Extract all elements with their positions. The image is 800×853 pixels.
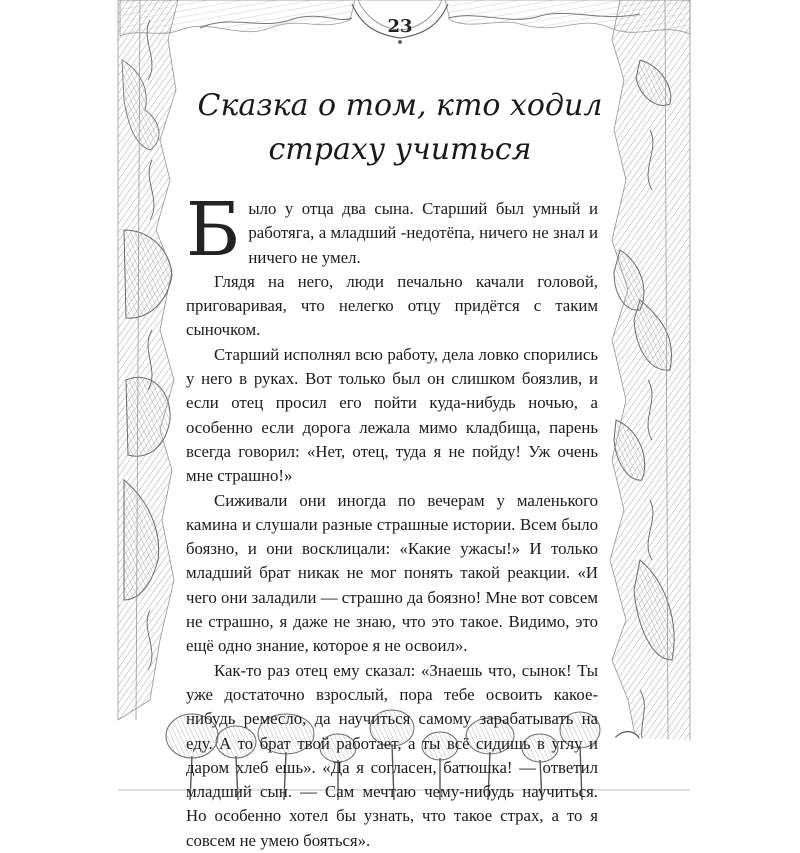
story-title xyxy=(180,84,620,172)
left-foliage-icon xyxy=(118,0,178,720)
paragraph-5: Как-то раз отец ему сказал: «Знаешь что, сынок! Ты уже достаточно взрослый, пора тебе освоить какое-нибудь ремесло, да научиться самому зарабатывать на еду. А то брат твой работает, а ты всё сидишь в углу и даром хлеб ешь». «Да я согласен, батюшка! — ответил младший сын. — Сам мечтаю чему-нибудь научиться. Но особенно хотел бы узнать, что такое страх, а то я совсем не умею бояться». xyxy=(186,660,598,850)
story-title-line-1: Сказка о том, кто ходил xyxy=(197,88,603,123)
paragraph-3: Старший исполнял всю работу, дела ловко спорились у него в руках. Вот только был он слишком боязлив, и если отец просил его пойти куда-нибудь ночью, а особенно если дорога лежала мимо кладбища, парень всегда говорил: «Нет, отец, туда я не пойду! Уж очень мне страшно!» xyxy=(186,344,598,486)
drop-cap: Б xyxy=(186,187,241,273)
page-number: 23 xyxy=(387,16,413,37)
story-title-line-2: страху учиться xyxy=(268,132,532,167)
paragraph-1-text: ыло у отца два сына. Старший был умный и работяга, а младший -недотёпа, ничего не знал и ничего не умел. xyxy=(248,199,598,267)
paragraph-4: Сиживали они иногда по вечерам у маленького камина и слушали разные страшные истории. Всем было боязно, и они восклицали: «Какие ужасы!» И только младший брат никак не мог понять такой реакции. «И чего они заладили — страшно да боязно! Мне вот совсем не страшно, я даже не знаю, что это такое. Видимо, это ещё одно знание, которое я не освоил». xyxy=(186,490,598,656)
paragraph-1 xyxy=(186,187,598,273)
paragraph-2: Глядя на него, люди печально качали головой, приговаривая, что нелегко отцу придётся с таким сыночком. xyxy=(186,271,598,340)
story-body xyxy=(186,187,598,853)
